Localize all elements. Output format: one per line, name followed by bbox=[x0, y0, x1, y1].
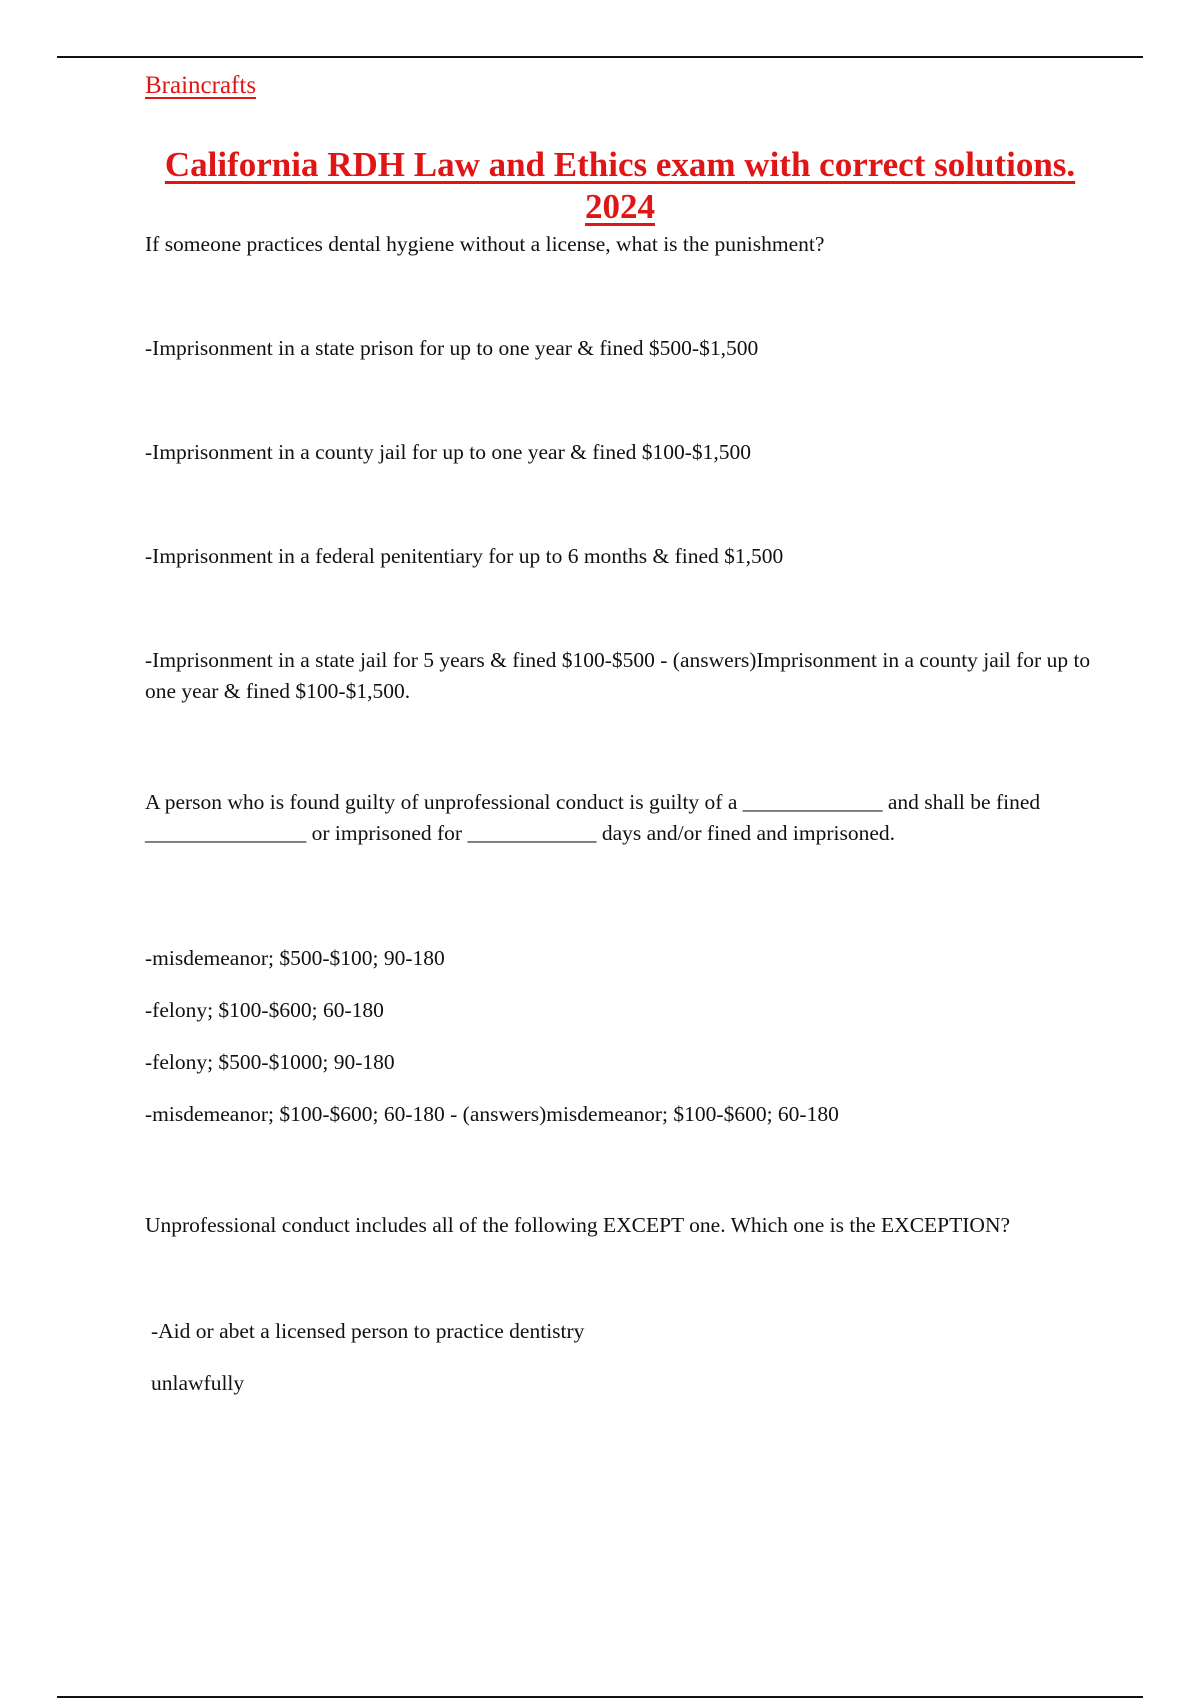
question-1-option-2: -Imprisonment in a county jail for up to one year & fined $100-$1,500 bbox=[145, 440, 752, 464]
question-1-option-3: -Imprisonment in a federal penitentiary for up to 6 months & fined $1,500 bbox=[145, 544, 784, 568]
top-rule bbox=[57, 56, 1143, 58]
question-2-option-3: -felony; $500-$1000; 90-180 bbox=[145, 1050, 395, 1074]
question-1: If someone practices dental hygiene without a license, what is the punishment? bbox=[145, 232, 825, 256]
document-body bbox=[145, 70, 1095, 1399]
question-2: A person who is found guilty of unprofessional conduct is guilty of a _____________ and shall be fined _______________ or imprisoned for ____________ days and/or fined and imprisoned. bbox=[145, 790, 1041, 845]
bottom-rule bbox=[57, 1696, 1143, 1698]
question-2-option-2: -felony; $100-$600; 60-180 bbox=[145, 998, 384, 1022]
question-1-option-4: -Imprisonment in a state jail for 5 years & fined $100-$500 - (answers)Imprisonment in a county jail for up to one year & fined $100-$1,500. bbox=[145, 648, 1091, 703]
question-3-option-1-continued: unlawfully bbox=[151, 1371, 245, 1395]
question-3-option-1: -Aid or abet a licensed person to practice dentistry bbox=[151, 1319, 585, 1343]
question-3: Unprofessional conduct includes all of the following EXCEPT one. Which one is the EXCEPTION? bbox=[145, 1213, 1011, 1237]
question-2-option-1: -misdemeanor; $500-$100; 90-180 bbox=[145, 946, 445, 970]
question-2-option-4: -misdemeanor; $100-$600; 60-180 - (answers)misdemeanor; $100-$600; 60-180 bbox=[145, 1102, 839, 1126]
brand-link[interactable]: Braincrafts bbox=[145, 72, 257, 99]
document-title: California RDH Law and Ethics exam with correct solutions. 2024 bbox=[164, 145, 1076, 226]
question-1-option-1: -Imprisonment in a state prison for up to one year & fined $500-$1,500 bbox=[145, 336, 759, 360]
